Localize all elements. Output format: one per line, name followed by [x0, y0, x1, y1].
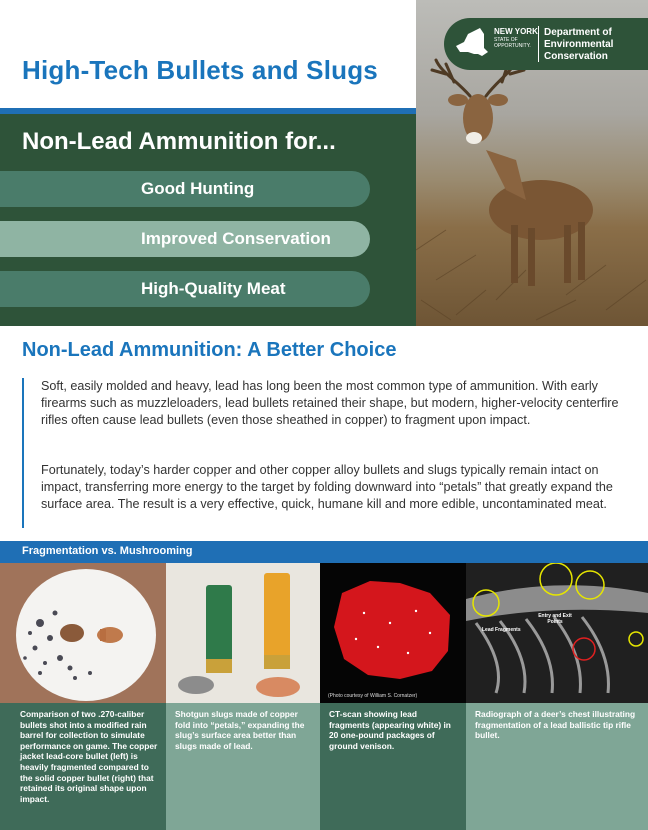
shotgun-slugs-photo	[166, 563, 320, 703]
radiograph-photo	[466, 563, 648, 703]
benefit-pill-good-hunting: Good Hunting	[0, 171, 370, 207]
logo-tagline: STATE OF OPPORTUNITY.	[494, 37, 531, 49]
logo-state-name: NEW YORK	[494, 27, 538, 36]
ct-scan-photo	[320, 563, 466, 703]
intro-paragraph: Soft, easily molded and heavy, lead has long been the most common type of ammunition. With early firearms such as muzzleloaders, lead bullets retained their shape, but modern, higher-velocity centerfire rifles often cause lead bullets (even those sheathed in copper) to fragment upon impact.	[41, 379, 619, 427]
nys-dec-logo	[444, 18, 648, 70]
benefit-pill-meat: High-Quality Meat	[0, 271, 370, 307]
logo-department: Department of Environmental Conservation	[544, 27, 614, 62]
caption-ct-scan: CT-scan showing lead fragments (appearing white) in 20 one-pound packages of ground venison.	[320, 703, 466, 830]
hero-heading: Non-Lead Ammunition for...	[22, 128, 336, 155]
new-york-state-icon	[454, 26, 490, 65]
ct-photo-credit: (Photo courtesy of William S. Cornatzer)	[328, 693, 418, 699]
benefit-pill-conservation: Improved Conservation	[0, 221, 370, 257]
bullet-comparison-photo	[0, 563, 166, 703]
copper-paragraph: Fortunately, today’s harder copper and other copper alloy bullets and slugs typically remain intact on impact, transferring more energy to the target by folding downward into “petals” that greatly expand the surface area. The result is a very effective, quick, humane kill and more edible, uncontaminated meat.	[41, 463, 613, 511]
text-accent-bar	[22, 378, 24, 528]
caption-shotgun-slugs: Shotgun slugs made of copper fold into “petals,” expanding the slug’s surface area better than slugs made of lead.	[166, 703, 320, 830]
gallery-heading: Fragmentation vs. Mushrooming	[22, 545, 193, 557]
caption-bullet-comparison: Comparison of two .270-caliber bullets shot into a modified rain barrel for collection to simulate performance on game. The copper jacket lead-core bullet (left) is heavily fragmented compared to the solid copper bullet (right) that retained its original shape upon impact.	[0, 703, 166, 830]
page-title: High-Tech Bullets and Slugs	[22, 55, 378, 85]
xray-label-lead-fragments: Lead Fragments	[482, 627, 521, 633]
logo-divider	[538, 26, 539, 62]
xray-label-entry-exit: Entry and Exit Points	[538, 613, 572, 625]
section-title: Non-Lead Ammunition: A Better Choice	[22, 339, 397, 361]
caption-radiograph: Radiograph of a deer’s chest illustrating fragmentation of a lead ballistic tip rifle bullet.	[466, 703, 648, 830]
